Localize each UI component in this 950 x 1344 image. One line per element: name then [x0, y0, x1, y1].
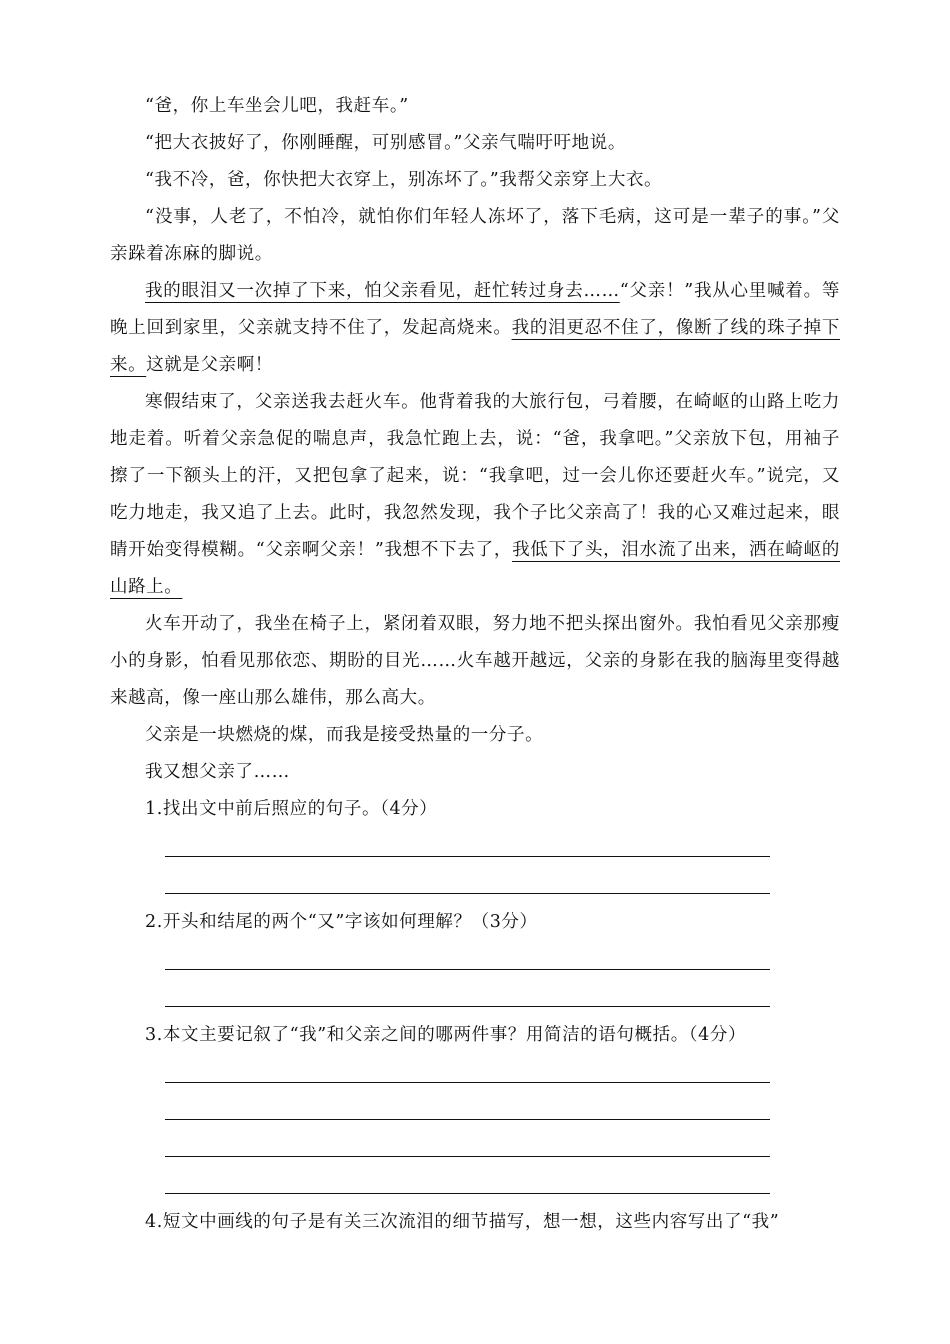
underlined-sentence-3: 我低下了头，泪水流了出来，洒在崎岖的山路上。 — [110, 540, 840, 597]
passage-paragraph-7: 火车开动了，我坐在椅子上，紧闭着双眼，努力地不把头探出窗外。我怕看见父亲那瘦小的身影，怕看见那依恋、期盼的目光……火车越开越远，父亲的身影在我的脑海里变得越来越高，像一座山那么雄伟，那么高大。 — [110, 614, 840, 708]
answer-line[interactable] — [165, 1006, 770, 1007]
passage-paragraph-5 — [110, 273, 840, 384]
passage-text: 寒假结束了，父亲送我去赶火车。他背着我的大旅行包，弓着腰，在崎岖的山路上吃力地走着。听着父亲急促的喘息声，我急忙跑上去，说：“爸，我拿吧。”父亲放下包，用袖子擦了一下额头上的汗，又把包拿了起来，说：“我拿吧，过一会儿你还要赶火车。”说完，又吃力地走，我又追了上去。此时，我忽然发现，我个子比父亲高了！我的心又难过起来，眼睛开始变得模糊。“父亲啊父亲！”我想不下去了， — [110, 392, 840, 560]
passage-paragraph-2: “把大衣披好了，你刚睡醒，可别感冒。”父亲气喘吁吁地说。 — [145, 133, 626, 153]
answer-line[interactable] — [165, 1193, 770, 1194]
question-1: 1.找出文中前后照应的句子。（4分） — [145, 799, 438, 819]
passage-text: “父亲！”我从心里喊着。等晚上回到家里，父亲就支持不住了，发起高烧来。 — [110, 281, 840, 338]
answer-line[interactable] — [165, 856, 770, 857]
answer-line[interactable] — [165, 1119, 770, 1120]
passage-text: 这就是父亲啊！ — [146, 355, 273, 375]
passage-paragraph-1: “爸，你上车坐会儿吧，我赶车。” — [145, 96, 409, 116]
passage-paragraph-3: “我不冷，爸，你快把大衣穿上，别冻坏了。”我帮父亲穿上大衣。 — [145, 170, 663, 190]
passage-paragraph-6 — [110, 384, 840, 606]
question-3: 3.本文主要记叙了“我”和父亲之间的哪两件事？用简洁的语句概括。（4分） — [145, 1025, 747, 1045]
answer-line[interactable] — [165, 1082, 770, 1083]
question-2: 2.开头和结尾的两个“又”字该如何理解？（3分） — [145, 912, 538, 932]
passage-paragraph-4: “没事，人老了，不怕冷，就怕你们年轻人冻坏了，落下毛病，这可是一辈子的事。”父亲跺着冻麻的脚说。 — [110, 207, 840, 264]
document-page — [110, 88, 840, 1241]
underlined-sentence-1: 我的眼泪又一次掉了下来，怕父亲看见，赶忙转过身去…… — [145, 281, 620, 301]
question-4: 4.短文中画线的句子是有关三次流泪的细节描写，想一想，这些内容写出了“我” — [145, 1212, 780, 1232]
passage-paragraph-9: 我又想父亲了…… — [145, 762, 290, 782]
answer-line[interactable] — [165, 969, 770, 970]
underlined-sentence-2: 我的泪更忍不住了，像断了线的珠子掉下来。 — [110, 318, 840, 375]
passage-paragraph-8: 父亲是一块燃烧的煤，而我是接受热量的一分子。 — [145, 725, 544, 745]
answer-line[interactable] — [165, 893, 770, 894]
answer-line[interactable] — [165, 1156, 770, 1157]
